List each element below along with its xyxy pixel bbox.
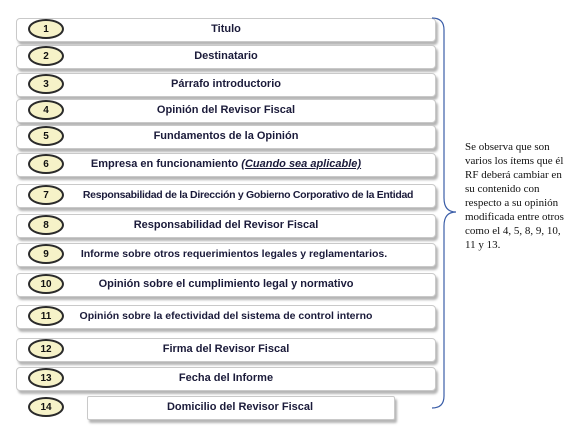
- item-number-badge: 6: [28, 154, 64, 174]
- item-label-note: (Cuando sea aplicable): [241, 158, 362, 170]
- item-label: Firma del Revisor Fiscal: [162, 343, 290, 355]
- item-label: [16, 153, 436, 175]
- item-number-badge: 3: [28, 74, 64, 94]
- item-number-badge: 14: [28, 397, 64, 417]
- item-number-badge: 5: [28, 126, 64, 146]
- item-label: Párrafo introductorio: [170, 78, 281, 90]
- item-number-badge: 10: [28, 274, 64, 294]
- item-label: Titulo: [211, 23, 241, 35]
- item-label: Opinión sobre el cumplimiento legal y normativo: [98, 278, 354, 290]
- item-label: Destinatario: [194, 50, 258, 62]
- item-label: Opinión del Revisor Fiscal: [156, 104, 296, 116]
- item-label: Responsabilidad de la Dirección y Gobierno Corporativo de la Entidad: [82, 189, 414, 201]
- item-number-badge: 2: [28, 46, 64, 66]
- item-label: Fundamentos de la Opinión: [153, 130, 299, 142]
- item-label-main: Empresa en funcionamiento: [90, 158, 242, 170]
- item-number-badge: 9: [28, 244, 64, 264]
- item-label: Responsabilidad del Revisor Fiscal: [133, 219, 319, 231]
- item-label: Informe sobre otros requerimientos legales y reglamentarios.: [80, 248, 388, 260]
- item-number-badge: 8: [28, 215, 64, 235]
- item-number-badge: 4: [28, 100, 64, 120]
- item-number-badge: 7: [28, 185, 64, 205]
- item-number-badge: 13: [28, 368, 64, 388]
- item-number-badge: 1: [28, 19, 64, 39]
- item-label: Domicilio del Revisor Fiscal: [166, 401, 314, 413]
- item-label: Opinión sobre la efectividad del sistema de control interno: [79, 310, 373, 322]
- right-brace-icon: [430, 16, 462, 412]
- item-number-badge: 11: [28, 306, 64, 326]
- item-number-badge: 12: [28, 339, 64, 359]
- side-note: Se observa que son varios los ítems que él RF deberá cambiar en su contenido con respecto a su opinión modificada entre otros como el 4, 5, 8, 9, 10, 11 y 13.: [465, 141, 564, 251]
- item-label: Fecha del Informe: [178, 372, 274, 384]
